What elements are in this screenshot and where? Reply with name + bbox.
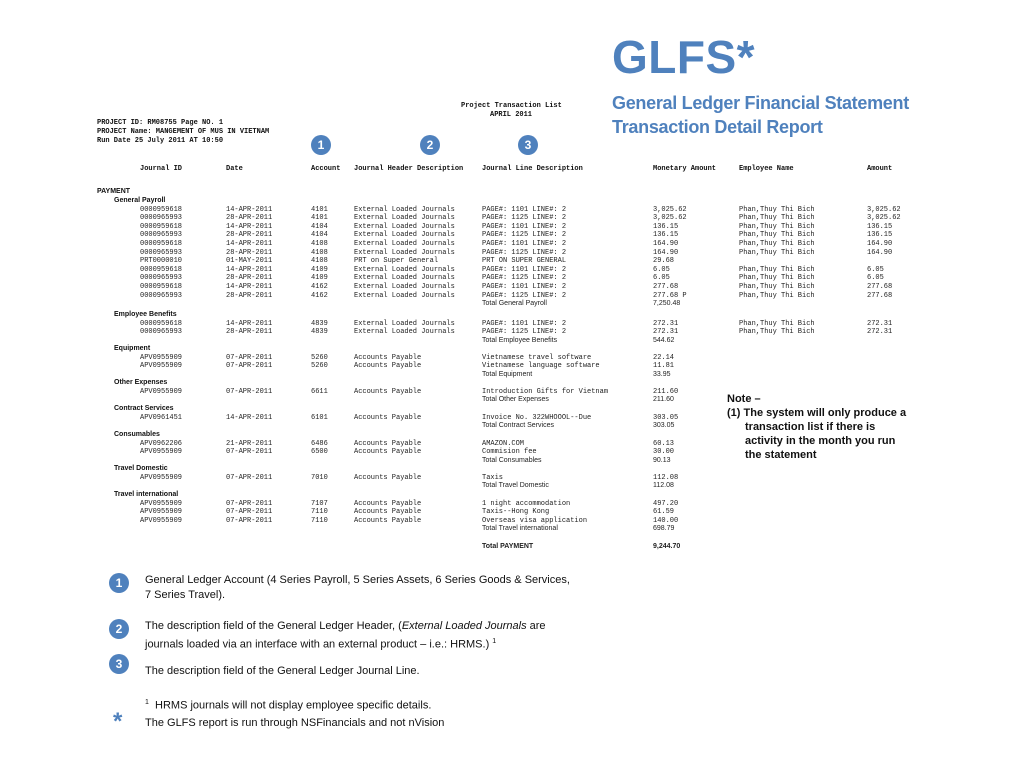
cell-date: 14-APR-2011 xyxy=(226,222,273,231)
cell-journal-id: APV0955909 xyxy=(140,499,183,508)
cell-line-description: Vietnamese travel software xyxy=(482,353,592,362)
cell-monetary-amount: 11.81 xyxy=(653,362,675,371)
group-header: Contract Services xyxy=(114,405,174,412)
legend-item-2-emphasis: External Loaded Journals xyxy=(401,620,527,632)
cell-monetary-amount: 136.15 xyxy=(653,231,679,240)
cell-header-description: External Loaded Journals xyxy=(354,240,455,248)
cell-monetary-amount: 30.00 xyxy=(653,448,675,457)
col-header-employee-name: Employee Name xyxy=(739,165,794,173)
group-header: Travel Domestic xyxy=(114,465,168,472)
cell-amount: 277.68 xyxy=(867,283,893,291)
cell-journal-id: 0000959618 xyxy=(140,222,183,231)
cell-line-description: PRT ON SUPER GENERAL xyxy=(482,257,567,266)
cell-journal-id: 0000959618 xyxy=(140,265,183,274)
cell-account: 7107 xyxy=(311,499,328,508)
cell-account: 7110 xyxy=(311,508,328,517)
cell-date: 07-APR-2011 xyxy=(226,508,273,517)
report-list-title: Project Transaction List xyxy=(461,102,562,110)
cell-amount: 277.68 xyxy=(867,291,893,300)
group-total-label: Total Employee Benefits xyxy=(482,336,558,344)
cell-account: 6611 xyxy=(311,387,328,396)
cell-line-description: Introduction Gifts for Vietnam xyxy=(482,387,609,396)
legend-item-1-line2: 7 Series Travel). xyxy=(145,589,226,601)
table-row xyxy=(0,223,1024,231)
cell-account: 5260 xyxy=(311,362,328,371)
cell-monetary-amount: 140.00 xyxy=(653,516,679,525)
cell-employee-name: Phan,Thuy Thi Bich xyxy=(739,265,815,274)
cell-monetary-amount: 164.90 xyxy=(653,240,679,248)
table-row xyxy=(0,206,1024,214)
table-row xyxy=(0,257,1024,265)
cell-journal-id: APV0961451 xyxy=(140,413,183,422)
legend-item-2-footnote-ref: 1 xyxy=(492,638,497,645)
cell-journal-id: 0000965993 xyxy=(140,274,183,283)
page-subtitle-line2: Transaction Detail Report xyxy=(612,117,823,137)
cell-journal-id: APV0955909 xyxy=(140,473,183,482)
cell-line-description: Overseas visa application xyxy=(482,516,588,525)
report-project-id: PROJECT ID: RM08755 Page NO. 1 xyxy=(97,119,224,127)
col-header-monetary-amount: Monetary Amount xyxy=(653,165,717,173)
cell-employee-name: Phan,Thuy Thi Bich xyxy=(739,222,815,231)
cell-monetary-amount: 272.31 xyxy=(653,328,679,337)
legend-item-2 xyxy=(145,619,595,653)
report-list-period: APRIL 2011 xyxy=(490,111,533,119)
footnote-1-text: HRMS journals will not display employee specific details. xyxy=(155,699,432,712)
cell-monetary-amount: 112.08 xyxy=(653,473,679,482)
cell-line-description: PAGE#: 1125 LINE#: 2 xyxy=(482,274,567,283)
cell-monetary-amount: 22.14 xyxy=(653,353,675,362)
cell-employee-name: Phan,Thuy Thi Bich xyxy=(739,240,815,248)
cell-line-description: PAGE#: 1125 LINE#: 2 xyxy=(482,231,567,240)
table-row xyxy=(0,283,1024,291)
group-total-label: Total Travel international xyxy=(482,525,558,533)
cell-line-description: PAGE#: 1101 LINE#: 2 xyxy=(482,240,567,248)
cell-line-description: PAGE#: 1101 LINE#: 2 xyxy=(482,222,567,231)
asterisk-note: The GLFS report is run through NSFinancials and not nVision xyxy=(145,717,445,729)
table-row xyxy=(0,474,1024,482)
cell-header-description: External Loaded Journals xyxy=(354,328,455,337)
table-row xyxy=(0,292,1024,300)
cell-employee-name: Phan,Thuy Thi Bich xyxy=(739,274,815,283)
cell-monetary-amount: 211.60 xyxy=(653,387,679,396)
cell-account: 4108 xyxy=(311,248,328,257)
cell-amount: 136.15 xyxy=(867,231,893,240)
table-row xyxy=(0,328,1024,336)
col-header-amount: Amount xyxy=(867,165,893,173)
cell-date: 14-APR-2011 xyxy=(226,413,273,422)
cell-monetary-amount: 6.05 xyxy=(653,274,670,283)
cell-account: 7110 xyxy=(311,516,328,525)
cell-employee-name: Phan,Thuy Thi Bich xyxy=(739,248,815,257)
group-header: Employee Benefits xyxy=(114,311,177,318)
col-header-account: Account xyxy=(311,165,341,173)
cell-date: 07-APR-2011 xyxy=(226,473,273,482)
group-total-value: 303.05 xyxy=(653,422,675,430)
asterisk-icon: * xyxy=(113,708,123,735)
cell-date: 07-APR-2011 xyxy=(226,387,273,396)
cell-monetary-amount: 29.68 xyxy=(653,257,675,266)
cell-account: 6101 xyxy=(311,413,328,422)
cell-header-description: Accounts Payable xyxy=(354,516,422,525)
cell-employee-name: Phan,Thuy Thi Bich xyxy=(739,205,815,214)
cell-journal-id: 0000959618 xyxy=(140,319,183,328)
cell-monetary-amount: 6.05 xyxy=(653,265,670,274)
cell-amount: 6.05 xyxy=(867,274,884,283)
cell-date: 07-APR-2011 xyxy=(226,353,273,362)
group-header: General Payroll xyxy=(114,197,166,204)
note-line-3: activity in the month you run xyxy=(745,435,896,447)
cell-account: 4101 xyxy=(311,214,328,223)
cell-account: 4104 xyxy=(311,222,328,231)
report-project-name: PROJECT Name: MANGEMENT OF MUS IN VIETNAM xyxy=(97,128,270,136)
legend-item-3: The description field of the General Ledger Journal Line. xyxy=(145,665,420,677)
table-row xyxy=(0,231,1024,239)
cell-account: 4162 xyxy=(311,291,328,300)
cell-header-description: Accounts Payable xyxy=(354,353,422,362)
cell-account: 4108 xyxy=(311,240,328,248)
group-total-label: Total Travel Domestic xyxy=(482,482,549,490)
note-line-2: transaction list if there is xyxy=(745,421,876,433)
cell-journal-id: APV0955909 xyxy=(140,508,183,517)
footnote-1 xyxy=(145,695,595,714)
cell-line-description: Invoice No. 322WHOOOL--Due xyxy=(482,413,592,422)
cell-account: 4839 xyxy=(311,328,328,337)
cell-employee-name: Phan,Thuy Thi Bich xyxy=(739,328,815,337)
group-header: Travel international xyxy=(114,491,179,498)
cell-header-description: Accounts Payable xyxy=(354,448,422,457)
cell-header-description: Accounts Payable xyxy=(354,473,422,482)
cell-header-description: Accounts Payable xyxy=(354,439,422,448)
cell-line-description: PAGE#: 1101 LINE#: 2 xyxy=(482,319,567,328)
group-total-value: 112.08 xyxy=(653,482,674,490)
cell-employee-name: Phan,Thuy Thi Bich xyxy=(739,291,815,300)
group-total-value: 211.60 xyxy=(653,396,674,404)
cell-line-description: Taxis--Hong Kong xyxy=(482,508,550,517)
table-row xyxy=(0,274,1024,282)
cell-line-description: PAGE#: 1125 LINE#: 2 xyxy=(482,214,567,223)
section-label: PAYMENT xyxy=(97,188,131,195)
cell-monetary-amount: 303.05 xyxy=(653,413,679,422)
cell-date: 28-APR-2011 xyxy=(226,214,273,223)
cell-amount: 136.15 xyxy=(867,222,893,231)
group-total-label: Total General Payroll xyxy=(482,300,547,308)
cell-account: 4109 xyxy=(311,274,328,283)
table-row xyxy=(0,354,1024,362)
cell-date: 07-APR-2011 xyxy=(226,362,273,371)
col-header-journal-header-description: Journal Header Description xyxy=(354,165,464,173)
page-title: GLFS* xyxy=(612,31,756,83)
cell-account: 6486 xyxy=(311,439,328,448)
grand-total-value: 9,244.70 xyxy=(653,543,681,550)
cell-header-description: Accounts Payable xyxy=(354,362,422,371)
cell-header-description: PRT on Super General xyxy=(354,257,439,266)
cell-date: 28-APR-2011 xyxy=(226,328,273,337)
group-header: Consumables xyxy=(114,431,160,438)
cell-date: 21-APR-2011 xyxy=(226,439,273,448)
footnote-1-marker: 1 xyxy=(145,699,149,706)
cell-date: 07-APR-2011 xyxy=(226,499,273,508)
cell-header-description: External Loaded Journals xyxy=(354,283,455,291)
callout-badge-3: 3 xyxy=(518,135,538,155)
cell-monetary-amount: 164.90 xyxy=(653,248,679,257)
cell-journal-id: PRT0000010 xyxy=(140,257,183,266)
cell-line-description: Commision fee xyxy=(482,448,537,457)
grand-total-label: Total PAYMENT xyxy=(482,543,534,550)
cell-account: 6500 xyxy=(311,448,328,457)
cell-account: 4162 xyxy=(311,283,328,291)
cell-monetary-amount: 497.20 xyxy=(653,499,679,508)
note-line-4: the statement xyxy=(745,449,817,461)
legend-item-1-line1: General Ledger Account (4 Series Payroll, 5 Series Assets, 6 Series Goods & Services, xyxy=(145,574,570,586)
cell-journal-id: 0000965993 xyxy=(140,231,183,240)
cell-journal-id: 0000959618 xyxy=(140,283,183,291)
cell-journal-id: 0000959618 xyxy=(140,240,183,248)
cell-header-description: External Loaded Journals xyxy=(354,231,455,240)
cell-line-description: 1 night accommodation xyxy=(482,499,571,508)
cell-date: 14-APR-2011 xyxy=(226,319,273,328)
callout-badge-1: 1 xyxy=(311,135,331,155)
cell-header-description: External Loaded Journals xyxy=(354,319,455,328)
cell-journal-id: APV0955909 xyxy=(140,448,183,457)
cell-account: 4839 xyxy=(311,319,328,328)
cell-line-description: PAGE#: 1101 LINE#: 2 xyxy=(482,283,567,291)
cell-date: 14-APR-2011 xyxy=(226,240,273,248)
cell-date: 14-APR-2011 xyxy=(226,283,273,291)
cell-monetary-amount: 3,025.62 xyxy=(653,214,687,223)
cell-journal-id: APV0962206 xyxy=(140,439,183,448)
cell-date: 07-APR-2011 xyxy=(226,448,273,457)
cell-header-description: External Loaded Journals xyxy=(354,222,455,231)
table-row xyxy=(0,240,1024,248)
legend-item-2-line2: journals loaded via an interface with an external product – i.e.: HRMS.) xyxy=(145,638,490,651)
cell-journal-id: 0000959618 xyxy=(140,205,183,214)
cell-line-description: PAGE#: 1125 LINE#: 2 xyxy=(482,291,567,300)
cell-line-description: PAGE#: 1101 LINE#: 2 xyxy=(482,265,567,274)
group-header: Other Expenses xyxy=(114,379,168,386)
table-row xyxy=(0,320,1024,328)
cell-line-description: Taxis xyxy=(482,473,504,482)
cell-header-description: External Loaded Journals xyxy=(354,214,455,223)
legend-item-2-text-a: The description field of the General Ledger Header, ( xyxy=(145,620,402,632)
group-total-label: Total Other Expenses xyxy=(482,396,549,404)
group-total-value: 7,250.48 xyxy=(653,300,681,308)
cell-amount: 164.90 xyxy=(867,248,893,257)
cell-header-description: Accounts Payable xyxy=(354,413,422,422)
cell-amount: 3,025.62 xyxy=(867,205,901,214)
cell-journal-id: 0000965993 xyxy=(140,291,183,300)
cell-account: 4104 xyxy=(311,231,328,240)
cell-header-description: External Loaded Journals xyxy=(354,248,455,257)
note-heading: Note – xyxy=(727,393,761,405)
cell-journal-id: 0000965993 xyxy=(140,328,183,337)
group-total-label: Total Contract Services xyxy=(482,422,554,430)
cell-line-description: PAGE#: 1125 LINE#: 2 xyxy=(482,328,567,337)
cell-header-description: External Loaded Journals xyxy=(354,205,455,214)
system-note xyxy=(727,392,927,462)
legend-badge-2: 2 xyxy=(109,619,129,639)
cell-account: 4109 xyxy=(311,265,328,274)
cell-account: 4108 xyxy=(311,257,328,266)
cell-employee-name: Phan,Thuy Thi Bich xyxy=(739,319,815,328)
cell-monetary-amount: 272.31 xyxy=(653,319,679,328)
table-row xyxy=(0,362,1024,370)
group-total-value: 544.62 xyxy=(653,336,675,344)
cell-header-description: Accounts Payable xyxy=(354,387,422,396)
cell-amount: 272.31 xyxy=(867,319,893,328)
report-run-date: Run Date 25 July 2011 AT 10:50 xyxy=(97,137,224,145)
table-row xyxy=(0,214,1024,222)
table-row xyxy=(0,517,1024,525)
cell-header-description: External Loaded Journals xyxy=(354,274,455,283)
cell-monetary-amount: 3,025.62 xyxy=(653,205,687,214)
cell-monetary-amount: 277.68 P xyxy=(653,291,687,300)
cell-monetary-amount: 277.68 xyxy=(653,283,679,291)
note-line-1: (1) The system will only produce a xyxy=(727,407,907,419)
cell-account: 7010 xyxy=(311,473,328,482)
cell-date: 01-MAY-2011 xyxy=(226,257,273,266)
cell-amount: 164.90 xyxy=(867,240,893,248)
cell-header-description: Accounts Payable xyxy=(354,499,422,508)
callout-badge-2: 2 xyxy=(420,135,440,155)
cell-journal-id: APV0955909 xyxy=(140,516,183,525)
cell-journal-id: APV0955909 xyxy=(140,353,183,362)
cell-line-description: Vietnamese language software xyxy=(482,362,600,371)
cell-line-description: AMAZON.COM xyxy=(482,439,525,448)
legend-badge-1: 1 xyxy=(109,573,129,593)
col-header-journal-id: Journal ID xyxy=(140,165,183,173)
cell-employee-name: Phan,Thuy Thi Bich xyxy=(739,214,815,223)
table-row xyxy=(0,266,1024,274)
cell-account: 5260 xyxy=(311,353,328,362)
group-total-label: Total Equipment xyxy=(482,370,533,378)
cell-line-description: PAGE#: 1125 LINE#: 2 xyxy=(482,248,567,257)
cell-date: 28-APR-2011 xyxy=(226,248,273,257)
cell-amount: 272.31 xyxy=(867,328,893,337)
cell-date: 28-APR-2011 xyxy=(226,291,273,300)
col-header-journal-line-description: Journal Line Description xyxy=(482,165,583,173)
cell-date: 14-APR-2011 xyxy=(226,205,273,214)
group-total-label: Total Consumables xyxy=(482,456,542,464)
cell-date: 28-APR-2011 xyxy=(226,274,273,283)
col-header-date: Date xyxy=(226,165,243,173)
table-row xyxy=(0,508,1024,516)
table-row xyxy=(0,500,1024,508)
group-total-value: 90.13 xyxy=(653,456,671,464)
cell-monetary-amount: 61.59 xyxy=(653,508,675,517)
cell-journal-id: 0000965993 xyxy=(140,248,183,257)
cell-journal-id: APV0955909 xyxy=(140,387,183,396)
cell-amount: 3,025.62 xyxy=(867,214,901,223)
group-total-value: 33.95 xyxy=(653,370,671,378)
legend-item-2-text-b: are xyxy=(526,620,546,632)
cell-journal-id: 0000965993 xyxy=(140,214,183,223)
table-row xyxy=(0,249,1024,257)
cell-journal-id: APV0955909 xyxy=(140,362,183,371)
cell-amount: 6.05 xyxy=(867,265,884,274)
group-total-value: 698.79 xyxy=(653,525,675,533)
cell-monetary-amount: 60.13 xyxy=(653,439,675,448)
cell-employee-name: Phan,Thuy Thi Bich xyxy=(739,231,815,240)
cell-monetary-amount: 136.15 xyxy=(653,222,679,231)
legend-badge-3: 3 xyxy=(109,654,129,674)
cell-header-description: External Loaded Journals xyxy=(354,291,455,300)
cell-employee-name: Phan,Thuy Thi Bich xyxy=(739,283,815,291)
cell-line-description: PAGE#: 1101 LINE#: 2 xyxy=(482,205,567,214)
cell-header-description: External Loaded Journals xyxy=(354,265,455,274)
cell-header-description: Accounts Payable xyxy=(354,508,422,517)
cell-date: 28-APR-2011 xyxy=(226,231,273,240)
cell-account: 4101 xyxy=(311,205,328,214)
group-header: Equipment xyxy=(114,345,151,352)
legend-item-1 xyxy=(145,573,595,603)
cell-date: 14-APR-2011 xyxy=(226,265,273,274)
page-subtitle-line1: General Ledger Financial Statement xyxy=(612,93,909,113)
cell-date: 07-APR-2011 xyxy=(226,516,273,525)
